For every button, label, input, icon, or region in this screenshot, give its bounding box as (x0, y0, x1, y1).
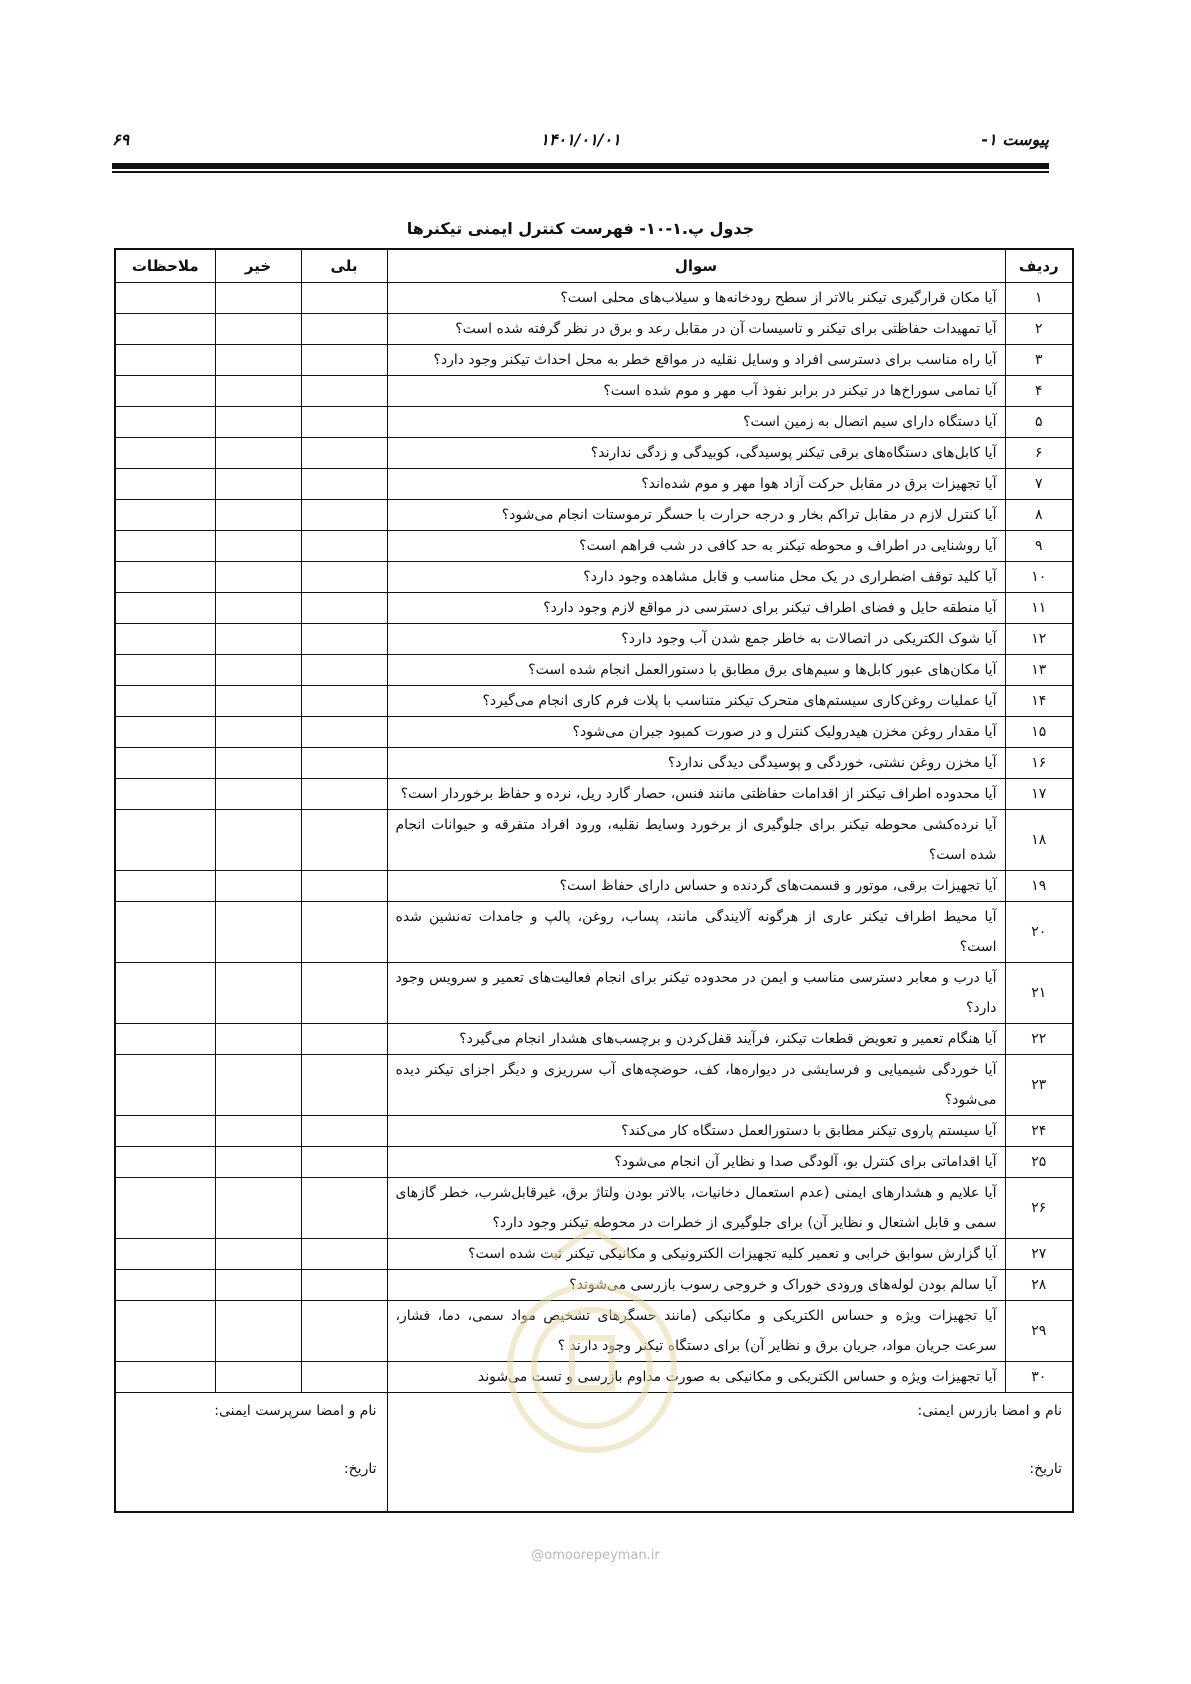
row-remarks-cell[interactable] (115, 1362, 215, 1393)
row-yes-cell[interactable] (301, 655, 387, 686)
row-yes-cell[interactable] (301, 438, 387, 469)
column-header-remarks: ملاحظات (115, 249, 215, 283)
row-remarks-cell[interactable] (115, 1147, 215, 1178)
row-number: ۱۹ (1005, 871, 1073, 902)
section-label: پیوست ۱- (981, 130, 1049, 149)
row-question: آیا عملیات روغن‌کاری سیستم‌های متحرک تیکنر متناسب با پلات فرم کاری انجام می‌گیرد؟ (387, 686, 1005, 717)
row-question: آیا مکان‌های عبور کابل‌ها و سیم‌های برق مطابق با دستورالعمل انجام شده است؟ (387, 655, 1005, 686)
row-question: آیا اقداماتی برای کنترل بو، آلودگی صدا و نظایر آن انجام می‌شود؟ (387, 1147, 1005, 1178)
row-no-cell[interactable] (215, 500, 301, 531)
table-row (115, 963, 1073, 1024)
row-remarks-cell[interactable] (115, 345, 215, 376)
row-yes-cell[interactable] (301, 810, 387, 871)
table-row (115, 624, 1073, 655)
row-no-cell[interactable] (215, 748, 301, 779)
row-number: ۲۵ (1005, 1147, 1073, 1178)
table-row (115, 531, 1073, 562)
row-question: آیا سالم بودن لوله‌های ورودی خوراک و خروجی رسوب بازرسی می‌شوند؟ (387, 1270, 1005, 1301)
row-number: ۱۲ (1005, 624, 1073, 655)
row-remarks-cell[interactable] (115, 314, 215, 345)
row-number: ۱۶ (1005, 748, 1073, 779)
row-yes-cell[interactable] (301, 717, 387, 748)
column-header-yes: بلی (301, 249, 387, 283)
row-yes-cell[interactable] (301, 1301, 387, 1362)
row-number: ۶ (1005, 438, 1073, 469)
row-no-cell[interactable] (215, 562, 301, 593)
row-no-cell[interactable] (215, 624, 301, 655)
row-number: ۲۳ (1005, 1055, 1073, 1116)
row-yes-cell[interactable] (301, 1270, 387, 1301)
row-yes-cell[interactable] (301, 376, 387, 407)
row-number: ۱ (1005, 283, 1073, 314)
table-row (115, 562, 1073, 593)
column-header-num: ردیف (1005, 249, 1073, 283)
table-row (115, 1239, 1073, 1270)
row-number: ۲۰ (1005, 902, 1073, 963)
row-no-cell[interactable] (215, 1116, 301, 1147)
row-no-cell[interactable] (215, 1239, 301, 1270)
row-remarks-cell[interactable] (115, 963, 215, 1024)
table-row (115, 593, 1073, 624)
column-header-no: خیر (215, 249, 301, 283)
row-remarks-cell[interactable] (115, 686, 215, 717)
row-yes-cell[interactable] (301, 1116, 387, 1147)
row-question: آیا مکان قرارگیری تیکنر بالاتر از سطح رودخانه‌ها و سیلاب‌های محلی است؟ (387, 283, 1005, 314)
table-row (115, 717, 1073, 748)
table-row (115, 1116, 1073, 1147)
row-no-cell[interactable] (215, 593, 301, 624)
row-question: آیا منطقه حایل و فضای اطراف تیکنر برای دسترسی در مواقع لازم وجود دارد؟ (387, 593, 1005, 624)
row-question: آیا محدوده اطراف تیکنر از اقدامات حفاظتی مانند فنس، حصار گارد ریل، نرده و حفاظ برخوردار است؟ (387, 779, 1005, 810)
row-number: ۱۷ (1005, 779, 1073, 810)
row-no-cell[interactable] (215, 717, 301, 748)
row-yes-cell[interactable] (301, 531, 387, 562)
table-row (115, 1301, 1073, 1362)
table-row (115, 1147, 1073, 1178)
row-number: ۹ (1005, 531, 1073, 562)
row-yes-cell[interactable] (301, 469, 387, 500)
watermark-site: @omoorepeyman.ir (531, 1548, 660, 1563)
row-yes-cell[interactable] (301, 1178, 387, 1239)
table-row (115, 810, 1073, 871)
row-question: آیا راه مناسب برای دسترسی افراد و وسایل نقلیه در مواقع خطر به محل احداث تیکنر وجود دارد؟ (387, 345, 1005, 376)
document-date: ۱۴۰۱/۰۱/۰۱ (540, 130, 621, 149)
inspector-signature-cell (387, 1393, 1073, 1513)
table-row (115, 345, 1073, 376)
row-yes-cell[interactable] (301, 1055, 387, 1116)
row-yes-cell[interactable] (301, 314, 387, 345)
row-yes-cell[interactable] (301, 963, 387, 1024)
row-yes-cell[interactable] (301, 624, 387, 655)
table-row (115, 314, 1073, 345)
row-question: آیا تمامی سوراخ‌ها در تیکنر در برابر نفوذ آب مهر و موم شده است؟ (387, 376, 1005, 407)
row-remarks-cell[interactable] (115, 779, 215, 810)
row-no-cell[interactable] (215, 1301, 301, 1362)
row-number: ۱۳ (1005, 655, 1073, 686)
row-question: آیا تجهیزات ویژه و حساس الکتریکی و مکانیکی (مانند حسگرهای تشخیص مواد سمی، دما، فشار، سرعت جریان مواد، جریان برق و نظایر آن) برای دستگاه تیکنر وجود دارند ؟ (387, 1301, 1005, 1362)
row-number: ۸ (1005, 500, 1073, 531)
row-remarks-cell[interactable] (115, 717, 215, 748)
row-yes-cell[interactable] (301, 1024, 387, 1055)
row-question: آیا کلید توقف اضطراری در یک محل مناسب و قابل مشاهده وجود دارد؟ (387, 562, 1005, 593)
table-body (115, 283, 1073, 1393)
row-remarks-cell[interactable] (115, 376, 215, 407)
row-number: ۱۴ (1005, 686, 1073, 717)
supervisor-signature-label: نام و امضا سرپرست ایمنی: (214, 1403, 377, 1419)
row-question: آیا کنترل لازم در مقابل تراکم بخار و درجه حرارت با حسگر ترموستات انجام می‌شود؟ (387, 500, 1005, 531)
table-row (115, 871, 1073, 902)
row-yes-cell[interactable] (301, 562, 387, 593)
row-remarks-cell[interactable] (115, 562, 215, 593)
page-number: ۶۹ (112, 130, 130, 149)
row-yes-cell[interactable] (301, 1239, 387, 1270)
table-row (115, 469, 1073, 500)
row-number: ۲۹ (1005, 1301, 1073, 1362)
row-number: ۳ (1005, 345, 1073, 376)
table-row (115, 283, 1073, 314)
row-yes-cell[interactable] (301, 902, 387, 963)
row-question: آیا سیستم پاروی تیکنر مطابق با دستورالعمل دستگاه کار می‌کند؟ (387, 1116, 1005, 1147)
row-number: ۲۲ (1005, 1024, 1073, 1055)
table-row (115, 1024, 1073, 1055)
row-number: ۳۰ (1005, 1362, 1073, 1393)
row-no-cell[interactable] (215, 345, 301, 376)
row-number: ۱۱ (1005, 593, 1073, 624)
row-question: آیا کابل‌های دستگاه‌های برقی تیکنر پوسیدگی، کوبیدگی و زدگی ندارند؟ (387, 438, 1005, 469)
row-remarks-cell[interactable] (115, 624, 215, 655)
row-yes-cell[interactable] (301, 871, 387, 902)
table-row (115, 438, 1073, 469)
row-no-cell[interactable] (215, 963, 301, 1024)
row-remarks-cell[interactable] (115, 1116, 215, 1147)
row-remarks-cell[interactable] (115, 655, 215, 686)
row-remarks-cell[interactable] (115, 1301, 215, 1362)
row-number: ۱۰ (1005, 562, 1073, 593)
row-no-cell[interactable] (215, 902, 301, 963)
row-no-cell[interactable] (215, 531, 301, 562)
row-question: آیا تمهیدات حفاظتی برای تیکنر و تاسیسات آن در مقابل رعد و برق در نظر گرفته شده است؟ (387, 314, 1005, 345)
table-row (115, 748, 1073, 779)
row-remarks-cell[interactable] (115, 1055, 215, 1116)
safety-checklist-table (114, 248, 1074, 1513)
row-no-cell[interactable] (215, 469, 301, 500)
page-header (112, 130, 1049, 152)
row-question: آیا محیط اطراف تیکنر عاری از هرگونه آلایندگی مانند، پساب، روغن، پالپ و جامدات ته‌نشین شده است؟ (387, 902, 1005, 963)
table-row (115, 779, 1073, 810)
row-remarks-cell[interactable] (115, 438, 215, 469)
row-no-cell[interactable] (215, 376, 301, 407)
row-no-cell[interactable] (215, 1024, 301, 1055)
row-question: آیا گزارش سوابق خرابی و تعمیر کلیه تجهیزات الکترونیکی و مکانیکی تیکنر ثبت شده است؟ (387, 1239, 1005, 1270)
table-row (115, 1178, 1073, 1239)
row-remarks-cell[interactable] (115, 407, 215, 438)
row-remarks-cell[interactable] (115, 469, 215, 500)
supervisor-signature-cell (115, 1393, 387, 1513)
row-no-cell[interactable] (215, 871, 301, 902)
row-question: آیا تجهیزات برقی، موتور و قسمت‌های گردنده و حساس دارای حفاظ است؟ (387, 871, 1005, 902)
supervisor-date-label: تاریخ: (343, 1461, 377, 1477)
table-header-row (115, 249, 1073, 283)
row-remarks-cell[interactable] (115, 500, 215, 531)
row-question: آیا نرده‌کشی محوطه تیکنر برای جلوگیری از برخورد وسایط نقلیه، ورود افراد متفرقه و حیوانات انجام شده است؟ (387, 810, 1005, 871)
row-remarks-cell[interactable] (115, 902, 215, 963)
inspector-signature-label: نام و امضا بازرس ایمنی: (917, 1403, 1062, 1419)
row-no-cell[interactable] (215, 686, 301, 717)
row-remarks-cell[interactable] (115, 1024, 215, 1055)
row-number: ۲۴ (1005, 1116, 1073, 1147)
row-question: آیا درب و معابر دسترسی مناسب و ایمن در محدوده تیکنر برای انجام فعالیت‌های تعمیر و سرویس وجود دارد؟ (387, 963, 1005, 1024)
row-no-cell[interactable] (215, 438, 301, 469)
row-no-cell[interactable] (215, 1147, 301, 1178)
row-no-cell[interactable] (215, 1055, 301, 1116)
table-title: جدول پ.۱-۱۰- فهرست کنترل ایمنی تیکنرها (406, 219, 755, 238)
row-remarks-cell[interactable] (115, 1270, 215, 1301)
row-number: ۲۶ (1005, 1178, 1073, 1239)
row-question: آیا روشنایی در اطراف و محوطه تیکنر به حد کافی در شب فراهم است؟ (387, 531, 1005, 562)
row-yes-cell[interactable] (301, 779, 387, 810)
row-number: ۲۸ (1005, 1270, 1073, 1301)
row-no-cell[interactable] (215, 1270, 301, 1301)
header-rule-thick (112, 163, 1049, 169)
row-number: ۲۷ (1005, 1239, 1073, 1270)
row-no-cell[interactable] (215, 314, 301, 345)
table-row (115, 407, 1073, 438)
row-yes-cell[interactable] (301, 593, 387, 624)
row-yes-cell[interactable] (301, 748, 387, 779)
row-yes-cell[interactable] (301, 1362, 387, 1393)
row-remarks-cell[interactable] (115, 531, 215, 562)
row-remarks-cell[interactable] (115, 1178, 215, 1239)
row-no-cell[interactable] (215, 407, 301, 438)
inspector-date-label: تاریخ: (1029, 1461, 1062, 1477)
row-yes-cell[interactable] (301, 686, 387, 717)
table-row (115, 902, 1073, 963)
row-number: ۷ (1005, 469, 1073, 500)
row-no-cell[interactable] (215, 810, 301, 871)
column-header-question: سوال (387, 249, 1005, 283)
row-question: آیا هنگام تعمیر و تعویض قطعات تیکنر، فرآیند قفل‌کردن و برچسب‌های هشدار انجام می‌گیرد؟ (387, 1024, 1005, 1055)
row-number: ۲ (1005, 314, 1073, 345)
row-number: ۵ (1005, 407, 1073, 438)
row-yes-cell[interactable] (301, 1147, 387, 1178)
row-remarks-cell[interactable] (115, 593, 215, 624)
row-no-cell[interactable] (215, 1362, 301, 1393)
row-yes-cell[interactable] (301, 345, 387, 376)
row-question: آیا علایم و هشدارهای ایمنی (عدم استعمال دخانیات، بالاتر بودن ولتاژ برق، غیرقابل‌شرب، خطر گازهای سمی و قابل اشتعال و نظایر آن) برای جلوگیری از خطرات در محوطه تیکنر وجود دارد؟ (387, 1178, 1005, 1239)
row-remarks-cell[interactable] (115, 748, 215, 779)
row-no-cell[interactable] (215, 655, 301, 686)
row-remarks-cell[interactable] (115, 1239, 215, 1270)
row-no-cell[interactable] (215, 1178, 301, 1239)
table-row (115, 1270, 1073, 1301)
table-row (115, 655, 1073, 686)
table-row (115, 1055, 1073, 1116)
row-remarks-cell[interactable] (115, 283, 215, 314)
row-question: آیا شوک الکتریکی در اتصالات به خاطر جمع شدن آب وجود دارد؟ (387, 624, 1005, 655)
header-rule-thin (112, 171, 1049, 173)
row-yes-cell[interactable] (301, 500, 387, 531)
row-remarks-cell[interactable] (115, 871, 215, 902)
table-row (115, 686, 1073, 717)
row-question: آیا مقدار روغن مخزن هیدرولیک کنترل و در صورت کمبود جبران می‌شود؟ (387, 717, 1005, 748)
row-number: ۱۸ (1005, 810, 1073, 871)
row-remarks-cell[interactable] (115, 810, 215, 871)
row-number: ۱۵ (1005, 717, 1073, 748)
table-row (115, 500, 1073, 531)
row-yes-cell[interactable] (301, 283, 387, 314)
row-question: آیا خوردگی شیمیایی و فرسایشی در دیواره‌ها، کف، حوضچه‌های آب سرریزی و دیگر اجزای تیکنر دیده می‌شود؟ (387, 1055, 1005, 1116)
row-number: ۲۱ (1005, 963, 1073, 1024)
row-no-cell[interactable] (215, 779, 301, 810)
row-question: آیا تجهیزات ویژه و حساس الکتریکی و مکانیکی به صورت مداوم بازرسی و تست می‌شوند (387, 1362, 1005, 1393)
table-row (115, 376, 1073, 407)
table-row (115, 1362, 1073, 1393)
row-question: آیا مخزن روغن نشتی، خوردگی و پوسیدگی دیدگی ندارد؟ (387, 748, 1005, 779)
row-number: ۴ (1005, 376, 1073, 407)
row-no-cell[interactable] (215, 283, 301, 314)
row-yes-cell[interactable] (301, 407, 387, 438)
signature-row (115, 1393, 1073, 1513)
row-question: آیا دستگاه دارای سیم اتصال به زمین است؟ (387, 407, 1005, 438)
row-question: آیا تجهیزات برق در مقابل حرکت آزاد هوا مهر و موم شده‌اند؟ (387, 469, 1005, 500)
